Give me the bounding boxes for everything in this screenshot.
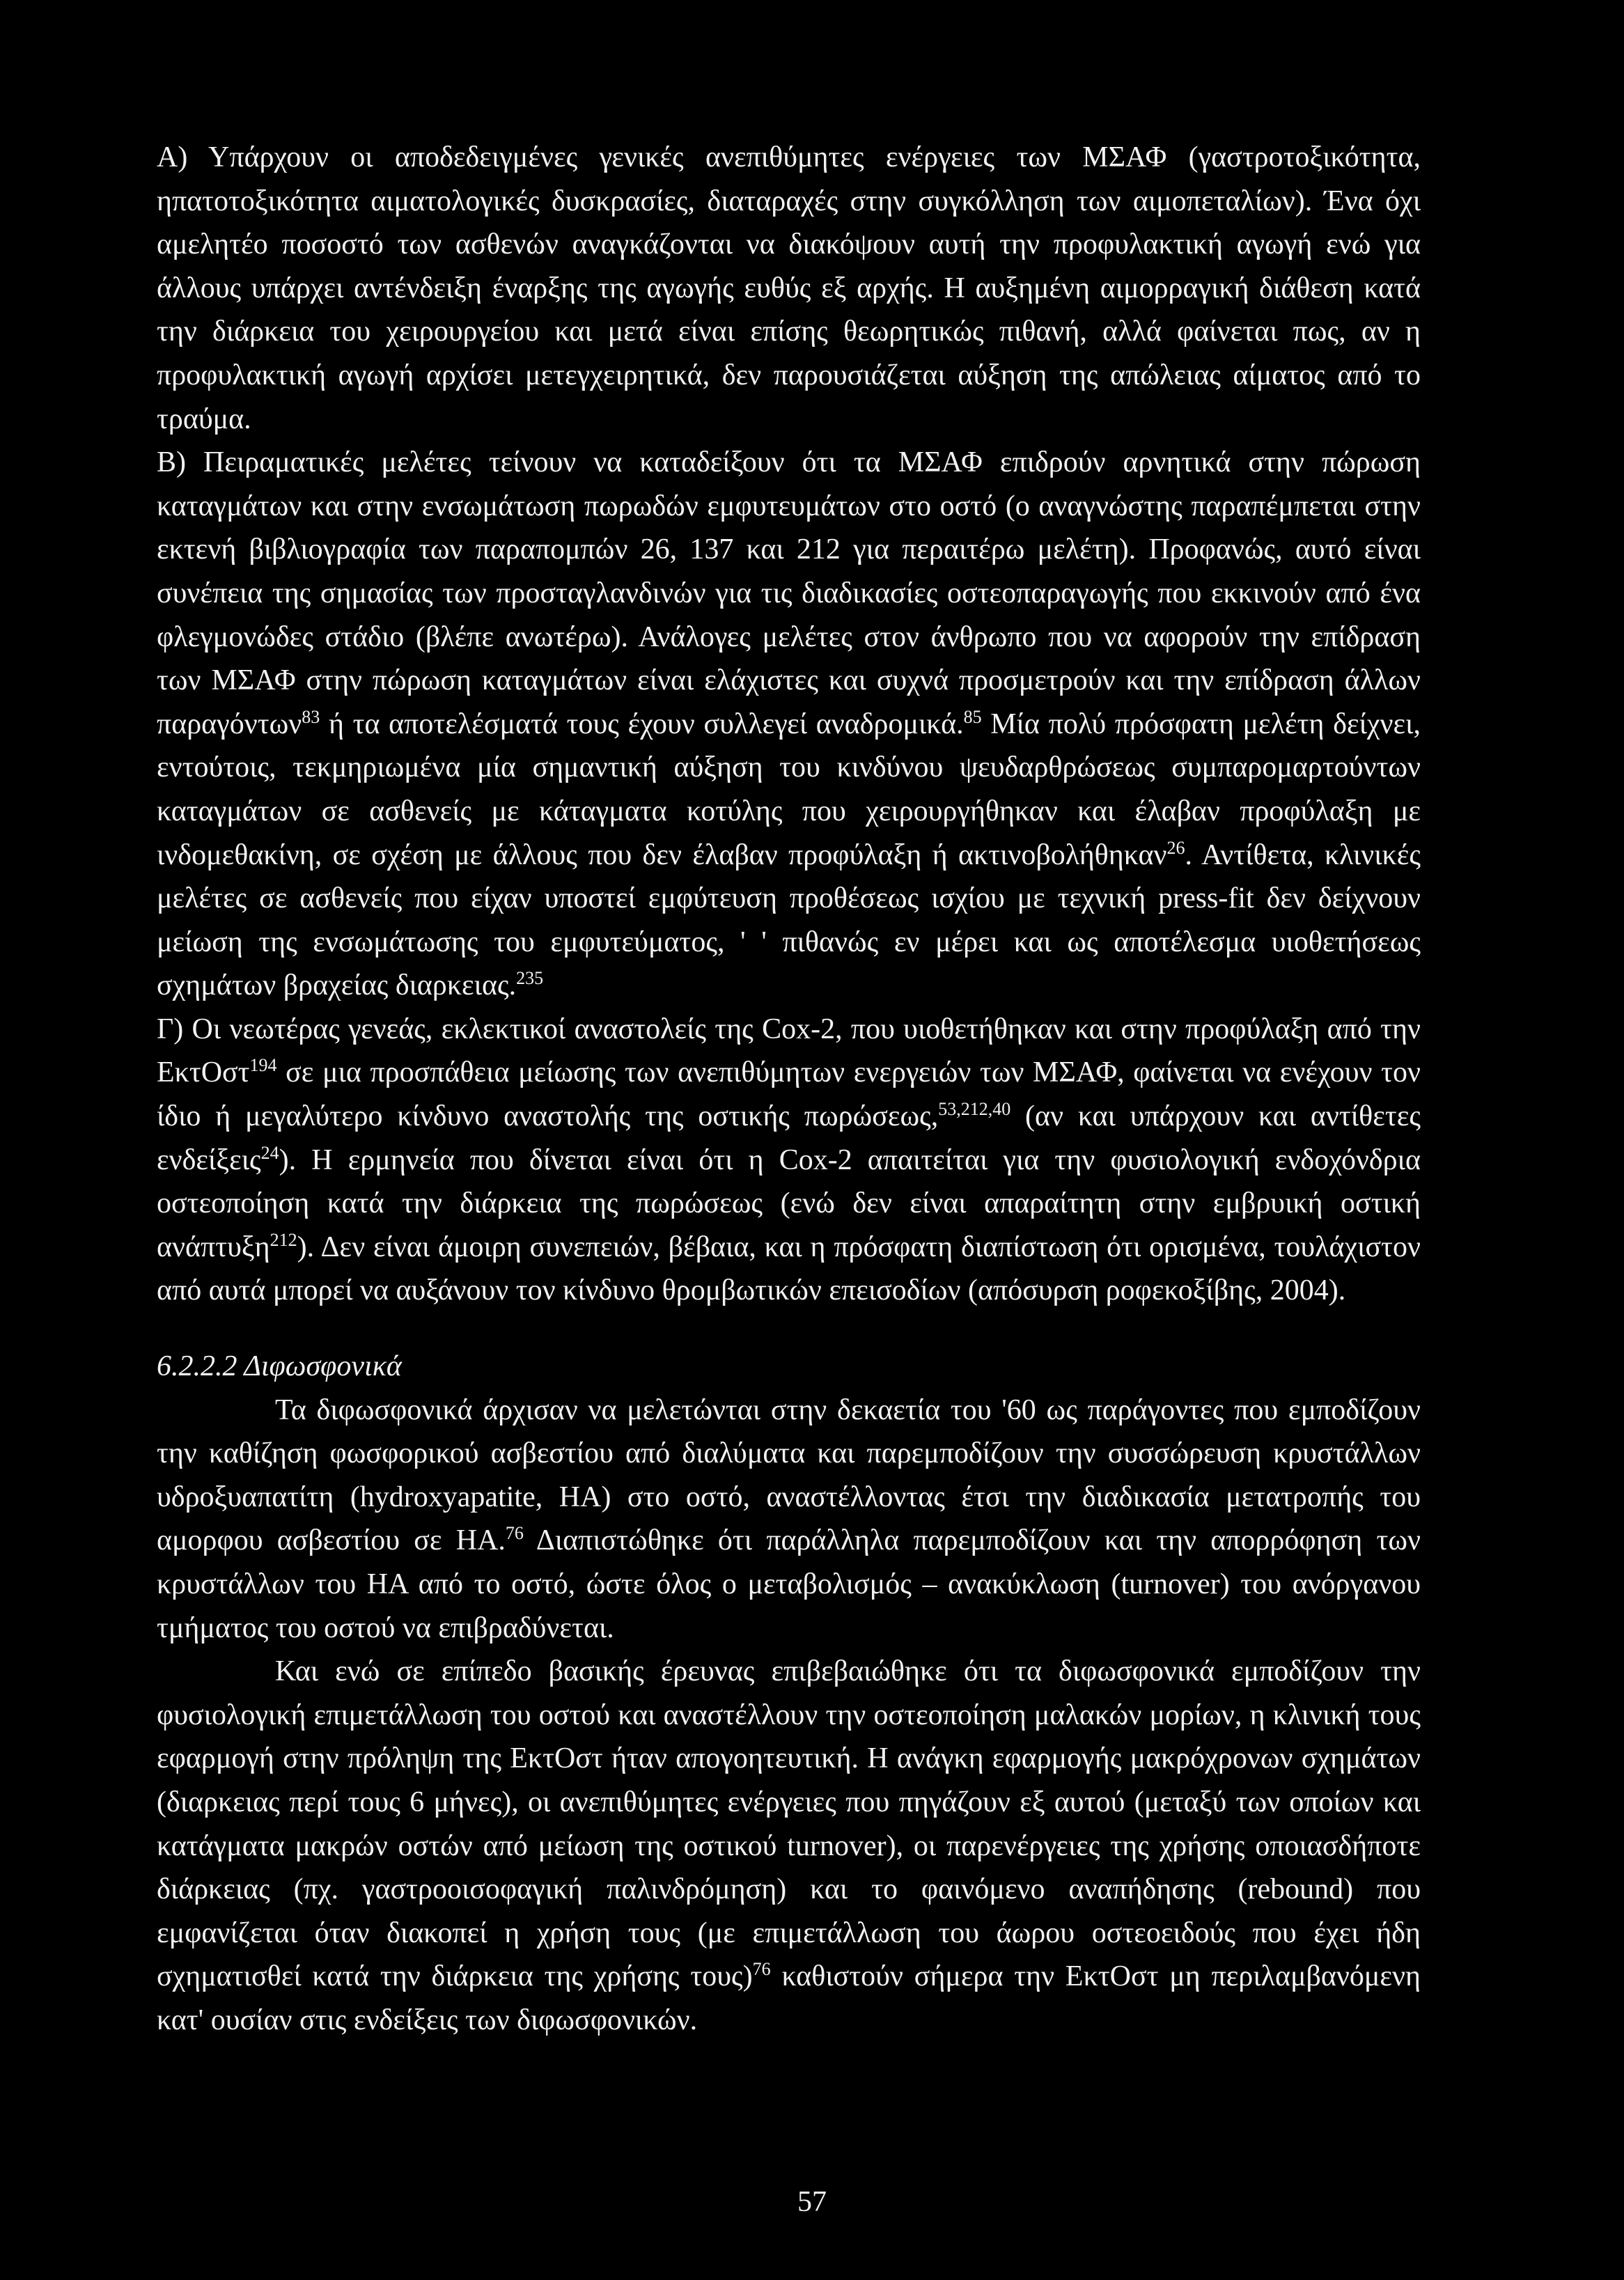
text-segment: Διαπιστώθηκε ότι παράλληλα παρεμποδίζουν και την απορρόφηση των κρυστάλλων του ΗΑ από το οστό, ώστε όλος ο μεταβολισμός – ανακύκλωση (turnover) του ανόργανου τμήματος του οστού να επιβραδύνεται.: [157, 1524, 1421, 1644]
citation-superscript: 235: [516, 968, 544, 989]
page-body: [157, 136, 1421, 2043]
text-segment: (αν και υπάρχουν και αντίθετες ενδείξεις: [157, 1100, 1421, 1176]
section-heading: 6.2.2.2 Διφωσφονικά: [157, 1350, 402, 1383]
paragraph-section-a: [157, 136, 1421, 441]
text-segment: Και ενώ σε επίπεδο βασικής έρευνας επιβεβαιώθηκε ότι τα διφωσφονικά εμποδίζουν την φυσιολογική επιμετάλλωση του οστού και αναστέλλουν την οστεοποίηση μαλακών μορίων, η κλινική τους εφαρμογή στην πρόληψη της ΕκτΟστ ήταν απογοητευτική. Η ανάγκη εφαρμογής μακρόχρονων σχημάτων (διαρκειας περί τους 6 μήνες), οι ανεπιθύμητες ενέργειες που πηγάζουν εξ αυτού (μεταξύ των οποίων και κατάγματα μακρών οστών από μείωση της οστικού turnover), οι παρενέργειες της χρήσης οποιασδήποτε διάρκειας (πχ. γαστροοισοφαγική παλινδρόμηση) και το φαινόμενο αναπήδησης (rebound) που εμφανίζεται όταν διακοπεί η χρήση τους (με επιμετάλλωση του άωρου οστεοειδούς που έχει ήδη σχηματισθεί κατά την διάρκεια της χρήσης τους): [157, 1655, 1421, 1993]
page-number: 57: [797, 2186, 827, 2218]
text-segment: Α) Υπάρχουν οι αποδεδειγμένες γενικές ανεπιθύμητες ενέργειες των ΜΣΑΦ (γαστροτοξικότητα, ηπατοτοξικότητα αιματολογικές δυσκρασίες, διαταραχές στην συγκόλληση των αιμοπεταλίων). Ένα όχι αμελητέο ποσοστό των ασθενών αναγκάζονται να διακόψουν αυτή την προφυλακτική αγωγή ενώ για άλλους υπάρχει αντένδειξη έναρξης της αγωγής ευθύς εξ αρχής. Η αυξημένη αιμορραγική διάθεση κατά την διάρκεια του χειρουργείου και μετά είναι επίσης θεωρητικώς πιθανή, αλλά φαίνεται πως, αν η προφυλακτική αγωγή αρχίσει μετεγχειρητικά, δεν παρουσιάζεται αύξηση της απώλειας αίματος από το τραύμα.: [157, 141, 1421, 435]
text-segment: Τα διφωσφονικά άρχισαν να μελετώνται στην δεκαετία του '60 ως παράγοντες που εμποδίζουν την καθίζηση φωσφορικού ασβεστίου από διαλύματα και παρεμποδίζουν την συσσώρευση κρυστάλλων υδροξυαπατίτη (hydroxyapatite, ΗΑ) στο οστό, αναστέλλοντας έτσι την διαδικασία μετατροπής του αμορφου ασβεστίου σε ΗΑ.: [157, 1393, 1421, 1557]
text-segment: Β) Πειραματικές μελέτες τείνουν να καταδείξουν ότι τα ΜΣΑΦ επιδρούν αρνητικά στην πώρωση καταγμάτων και στην ενσωμάτωση πωρωδών εμφυτευμάτων στο οστό (ο αναγνώστης παραπέμπεται στην εκτενή βιβλιογραφία των παραπομπών 26, 137 και 212 για περαιτέρω μελέτη). Προφανώς, αυτό είναι συνέπεια της σημασίας των προσταγλανδινών για τις διαδικασίες οστεοπαραγωγής που εκκινούν από ένα φλεγμονώδες στάδιο (βλέπε ανωτέρω). Ανάλογες μελέτες στον άνθρωπο που να αφορούν την επίδραση των ΜΣΑΦ στην πώρωση καταγμάτων είναι ελάχιστες και συχνά προσμετρούν και την επίδραση άλλων παραγόντων: [157, 446, 1421, 740]
text-segment: ή τα αποτελέσματά τους έχουν συλλεγεί αναδρομικά.: [320, 708, 964, 740]
text-segment: Μία πολύ πρόσφατη μελέτη δείχνει, εντούτοις, τεκμηριωμένα μία σημαντική αύξηση του κινδύνου ψευδαρθρώσεως συμπαρομαρτούντων καταγμάτων σε ασθενείς με κάταγματα κοτύλης που χειρουργήθηκαν και έλαβαν προφύλαξη με ινδομεθακίνη, σε σχέση με άλλους που δεν έλαβαν προφύλαξη ή ακτινοβολήθηκαν: [157, 708, 1421, 871]
text-segment: καθιστούν σήμερα την ΕκτΟστ μη περιλαμβανόμενη κατ' ουσίαν στις ενδείξεις των διφωσφονικών.: [157, 1960, 1421, 2036]
citation-superscript: 26: [1166, 837, 1185, 858]
citation-superscript: 194: [249, 1055, 277, 1076]
text-segment: Γ) Οι νεωτέρας γενεάς, εκλεκτικοί αναστολείς της Cox-2, που υιοθετήθηκαν και στην προφύλαξη από την ΕκτΟστ: [157, 1013, 1421, 1089]
citation-superscript: 53,212,40: [938, 1099, 1011, 1120]
text-segment: σε μια προσπάθεια μείωσης των ανεπιθύμητων ενεργειών των ΜΣΑΦ, φαίνεται να ενέχουν τον ίδιο ή μεγαλύτερο κίνδυνο αναστολής της οστικής πωρώσεως,: [157, 1056, 1421, 1133]
text-segment: ). Η ερμηνεία που δίνεται είναι ότι η Cox-2 απαιτείται για την φυσιολογική ενδοχόνδρια οστεοποίηση κατά την διάρκεια της πωρώσεως (ενώ δεν είναι απαραίτητη στην εμβρυική οστική ανάπτυξη: [157, 1143, 1421, 1263]
text-segment: . Αντίθετα, κλινικές μελέτες σε ασθενείς που είχαν υποστεί εμφύτευση προθέσεως ισχίου με τεχνική press-fit δεν δείχνουν μείωση της ενσωμάτωσης του εμφυτεύματος, ' ' πιθανώς εν μέρει και ως αποτέλεσμα υιοθετήσεως σχημάτων βραχείας διαρκειας.: [157, 838, 1421, 1002]
citation-superscript: 76: [505, 1523, 524, 1544]
paragraph-bisphosphonates-intro: [157, 1389, 1421, 1650]
citation-superscript: 212: [270, 1229, 297, 1250]
paragraph-section-b: [157, 441, 1421, 1008]
paragraph-bisphosphonates-clinical: [157, 1650, 1421, 2042]
citation-superscript: 85: [963, 706, 982, 727]
paragraph-section-c: [157, 1008, 1421, 1313]
text-segment: ). Δεν είναι άμοιρη συνεπειών, βέβαια, και η πρόσφατη διαπίστωση ότι ορισμένα, τουλάχιστον από αυτά μπορεί να αυξάνουν τον κίνδυνο θρομβωτικών επεισοδίων (απόσυρση ροφεκοξίβης, 2004).: [157, 1231, 1421, 1307]
citation-superscript: 24: [260, 1142, 279, 1163]
citation-superscript: 83: [302, 706, 320, 727]
citation-superscript: 76: [752, 1959, 771, 1980]
